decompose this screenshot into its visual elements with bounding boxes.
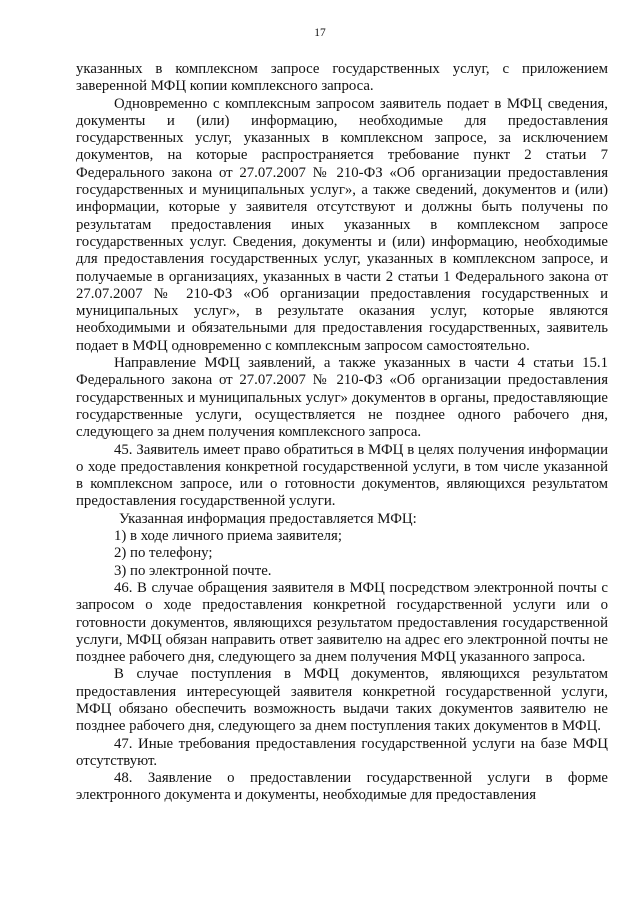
list-item-1: 1) в ходе личного приема заявителя; [114, 528, 342, 545]
list-item-3: 3) по электронной почте. [114, 562, 272, 579]
paragraph-2: Одновременно с комплексным запросом заявитель подает в МФЦ сведения, документы и (или) информацию, необходимые для предоставления государственных услуг, указанных в комплексном запросе, за исключением документов, на которые распространяется требование пункт 2 статьи 7 Федерального закона от 27.07.2007 № 210-ФЗ «Об организации предоставления государственных и муниципальных услуг», а также сведений, документов и (или) информации, которые у заявителя отсутствуют и должны быть получены по результатам предоставления иных указанных в комплексном запросе государственных услуг. Сведения, документы и (или) информацию, необходимые для предоставления государственных услуг, указанных в комплексном запросе, и получаемые в организациях, указанных в части 2 статьи 1 Федерального закона от 27.07.2007 № 210-ФЗ «Об организации предоставления государственных и муниципальных услуг», в результате оказания услуг, которые являются необходимыми и обязательными для предоставления государственных, заявитель подает в МФЦ одновременно с комплексным запросом самостоятельно. [76, 95, 608, 354]
paragraph-3: Направление МФЦ заявлений, а также указанных в части 4 статьи 15.1 Федерального закона от 27.07.2007 № 210-ФЗ «Об организации предоставления государственных и муниципальных услуг» документов в органы, предоставляющие государственные услуги, осуществляется не позднее одного рабочего дня, следующего за днем получения комплексного запроса. [76, 355, 608, 441]
paragraph-47: 47. Иные требования предоставления государственной услуги на базе МФЦ отсутствуют. [76, 735, 608, 769]
paragraph-info-intro: Указанная информация предоставляется МФЦ: [119, 510, 417, 527]
list-item-2: 2) по телефону; [114, 545, 213, 562]
paragraph-46: 46. В случае обращения заявителя в МФЦ посредством электронной почты с запросом о ходе предоставления конкретной государственной услуги или о готовности документов, являющихся результатом предоставления государственной услуги, МФЦ обязан направить ответ заявителю на адрес его электронной почты не позднее рабочего дня, следующего за днем получения МФЦ указанного запроса. [76, 579, 608, 666]
paragraph-1: указанных в комплексном запросе государственных услуг, с приложением заверенной МФЦ копии комплексного запроса. [76, 61, 608, 95]
document-body [76, 61, 608, 805]
paragraph-48: 48. Заявление о предоставлении государственной услуги в форме электронного документа и документы, необходимые для предоставления [76, 770, 608, 804]
page-number: 17 [314, 27, 326, 39]
paragraph-46-cont: В случае поступления в МФЦ документов, являющихся результатом предоставления интересующей заявителя конкретной государственной услуги, МФЦ обязано обеспечить возможность выдачи таких документов заявителю не позднее рабочего дня, следующего за днем поступления таких документов в МФЦ. [76, 666, 608, 735]
paragraph-45: 45. Заявитель имеет право обратиться в МФЦ в целях получения информации о ходе предоставления конкретной государственной услуги, в том числе указанной в комплексном запросе, или о готовности документов, являющихся результатом предоставления государственной услуги. [76, 441, 608, 510]
